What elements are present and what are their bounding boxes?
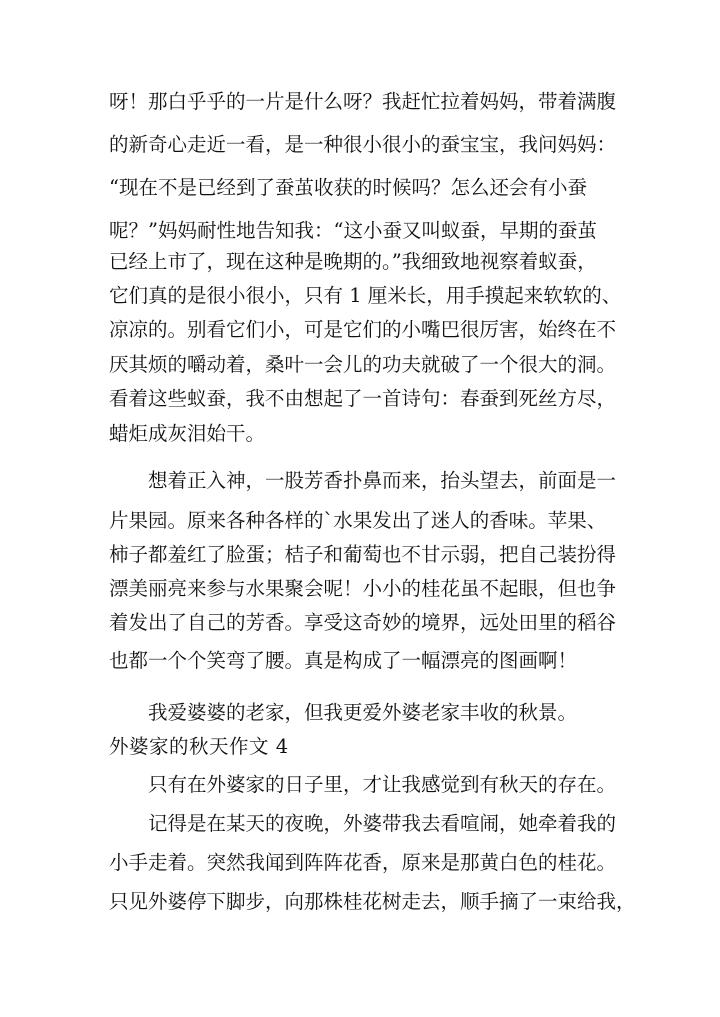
section-heading: 外婆家的秋天作文 4 (109, 735, 289, 758)
paragraph-line: 蜡炬成灰泪始干。 (109, 422, 266, 445)
paragraph-first-line: 我爱婆婆的老家，但我更爱外婆老家丰收的秋景。 (148, 701, 578, 724)
paragraph-line: 的新奇心走近一看，是一种很小很小的蚕宝宝，我问妈妈： (109, 133, 617, 156)
paragraph-line: 也都一个个笑弯了腰。真是构成了一幅漂亮的图画啊！ (109, 649, 578, 672)
paragraph-first-line: 记得是在某天的夜晚，外婆带我去看喧闹，她牵着我的 (148, 812, 617, 835)
paragraph-line: 它们真的是很小很小，只有 1 厘米长，用手摸起来软软的、 (109, 284, 622, 307)
paragraph-first-line: 想着正入神，一股芳香扑鼻而来，抬头望去，前面是一 (148, 469, 617, 492)
paragraph-line: 看着这些蚁蚕，我不由想起了一首诗句：春蚕到死丝方尽， (109, 387, 617, 410)
paragraph-line: 已经上市了，现在这种是晚期的。”我细致地视察着蚁蚕， (109, 250, 597, 273)
paragraph-line: 漂美丽亮来参与水果聚会呢！小小的桂花虽不起眼，但也争 (109, 577, 617, 600)
paragraph-line: 着发出了自己的芳香。享受这奇妙的境界，远处田里的稻谷 (109, 611, 617, 634)
paragraph-line: 厌其烦的嚼动着，桑叶一会儿的功夫就破了一个很大的洞。 (109, 353, 617, 376)
paragraph-line: 凉凉的。别看它们小，可是它们的小嘴巴很厉害，始终在不 (109, 318, 617, 341)
paragraph-line: 呢？”妈妈耐性地告知我：“这小蚕又叫蚁蚕，早期的蚕茧 (109, 219, 597, 242)
paragraph-line: 小手走着。突然我闻到阵阵花香，原来是那黄白色的桂花。 (109, 851, 617, 874)
paragraph-line: 柿子都羞红了脸蛋；桔子和葡萄也不甘示弱，把自己装扮得 (109, 543, 617, 566)
paragraph-line: 片果园。原来各种各样的`水果发出了迷人的香味。苹果、 (109, 509, 607, 532)
paragraph-line: 只见外婆停下脚步，向那株桂花树走去，顺手摘了一束给我， (109, 890, 636, 913)
paragraph-line: “现在不是已经到了蚕茧收获的时候吗？怎么还会有小蚕 (109, 176, 587, 199)
paragraph-line: 呀！那白乎乎的一片是什么呀？我赶忙拉着妈妈，带着满腹 (109, 90, 617, 113)
paragraph-first-line: 只有在外婆家的日子里，才让我感觉到有秋天的存在。 (148, 773, 617, 796)
